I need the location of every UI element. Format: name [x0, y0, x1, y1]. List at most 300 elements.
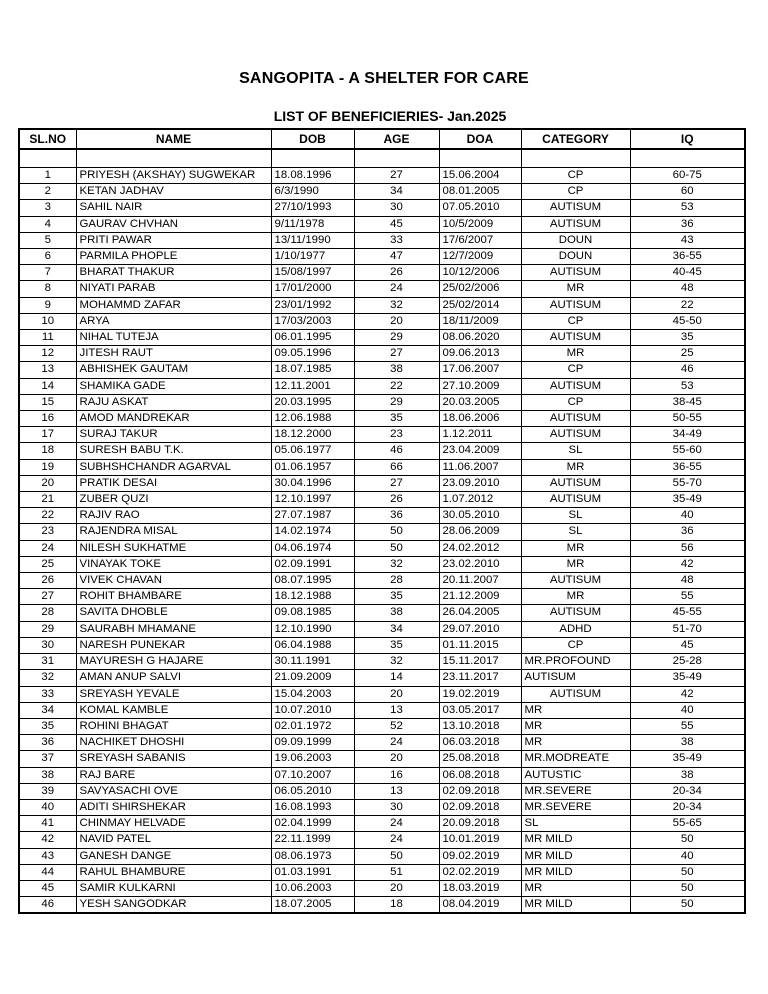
- cell-sl-no: 36: [19, 735, 76, 751]
- cell-age: 34: [354, 621, 439, 637]
- cell-category: SL: [521, 816, 630, 832]
- cell-dob: 04.06.1974: [271, 540, 354, 556]
- cell-doa: 23.09.2010: [439, 475, 521, 491]
- cell-age: 50: [354, 540, 439, 556]
- cell-iq: 34-49: [630, 427, 745, 443]
- cell-name: AMAN ANUP SALVI: [76, 670, 271, 686]
- cell-age: 29: [354, 330, 439, 346]
- cell-category: DOUN: [521, 232, 630, 248]
- cell-iq: 20-34: [630, 799, 745, 815]
- cell-iq: 55-65: [630, 816, 745, 832]
- cell-iq: 36-55: [630, 249, 745, 265]
- cell-name: VINAYAK TOKE: [76, 556, 271, 572]
- cell-iq: 50: [630, 864, 745, 880]
- cell-iq: 48: [630, 573, 745, 589]
- cell-name: ZUBER QUZI: [76, 492, 271, 508]
- cell-category: AUTISUM: [521, 330, 630, 346]
- cell-dob: 6/3/1990: [271, 184, 354, 200]
- column-header-dob: DOB: [271, 129, 354, 149]
- cell-iq: 25-28: [630, 654, 745, 670]
- cell-dob: 18.07.2005: [271, 897, 354, 914]
- cell-doa: 20.03.2005: [439, 394, 521, 410]
- cell-age: 27: [354, 475, 439, 491]
- cell-sl-no: 22: [19, 508, 76, 524]
- table-row: [19, 443, 745, 459]
- cell-dob: 18.08.1996: [271, 168, 354, 184]
- cell-sl-no: 31: [19, 654, 76, 670]
- cell-age: 13: [354, 783, 439, 799]
- cell-category: MR: [521, 589, 630, 605]
- cell-name: YESH SANGODKAR: [76, 897, 271, 914]
- cell-iq: 35-49: [630, 670, 745, 686]
- table-row: [19, 394, 745, 410]
- table-row: [19, 783, 745, 799]
- table-row: [19, 702, 745, 718]
- cell-name: PARMILA PHOPLE: [76, 249, 271, 265]
- cell-sl-no: 19: [19, 459, 76, 475]
- cell-age: 51: [354, 864, 439, 880]
- cell-name: NIYATI PARAB: [76, 281, 271, 297]
- cell-category: MR MILD: [521, 897, 630, 914]
- cell-name: NILESH SUKHATME: [76, 540, 271, 556]
- cell-iq: 42: [630, 686, 745, 702]
- cell-age: 35: [354, 411, 439, 427]
- cell-doa: 29.07.2010: [439, 621, 521, 637]
- cell-doa: 02.09.2018: [439, 783, 521, 799]
- cell-iq: 38-45: [630, 394, 745, 410]
- cell-age: 24: [354, 816, 439, 832]
- table-row: [19, 897, 745, 914]
- table-row: [19, 880, 745, 896]
- table-row: [19, 589, 745, 605]
- cell-doa: 17.06.2007: [439, 362, 521, 378]
- cell-doa: 13.10.2018: [439, 718, 521, 734]
- table-row: [19, 459, 745, 475]
- table-row: [19, 232, 745, 248]
- cell-age: 22: [354, 378, 439, 394]
- cell-dob: 05.06.1977: [271, 443, 354, 459]
- table-row: [19, 281, 745, 297]
- cell-dob: 22.11.1999: [271, 832, 354, 848]
- cell-category: AUTISUM: [521, 297, 630, 313]
- table-row: [19, 605, 745, 621]
- cell-dob: 07.10.2007: [271, 767, 354, 783]
- cell-doa: 02.09.2018: [439, 799, 521, 815]
- table-row: [19, 249, 745, 265]
- cell-category: MR: [521, 702, 630, 718]
- cell-dob: 06.05.2010: [271, 783, 354, 799]
- cell-category: AUTISUM: [521, 427, 630, 443]
- cell-age: 18: [354, 897, 439, 914]
- cell-sl-no: 24: [19, 540, 76, 556]
- cell-dob: 1/10/1977: [271, 249, 354, 265]
- cell-dob: 08.07.1995: [271, 573, 354, 589]
- cell-category: AUTISUM: [521, 475, 630, 491]
- cell-age: 20: [354, 686, 439, 702]
- cell-iq: 36: [630, 216, 745, 232]
- cell-category: MR.MODREATE: [521, 751, 630, 767]
- cell-age: 32: [354, 556, 439, 572]
- cell-category: AUTISUM: [521, 378, 630, 394]
- cell-doa: 15.06.2004: [439, 168, 521, 184]
- cell-dob: 10.06.2003: [271, 880, 354, 896]
- cell-sl-no: 5: [19, 232, 76, 248]
- cell-doa: 25/02/2006: [439, 281, 521, 297]
- cell-age: 66: [354, 459, 439, 475]
- cell-sl-no: 25: [19, 556, 76, 572]
- cell-age: 32: [354, 297, 439, 313]
- cell-iq: 35-49: [630, 492, 745, 508]
- cell-category: CP: [521, 313, 630, 329]
- cell-category: MR.SEVERE: [521, 799, 630, 815]
- cell-category: AUTISUM: [521, 573, 630, 589]
- cell-category: CP: [521, 184, 630, 200]
- cell-category: MR: [521, 735, 630, 751]
- cell-age: 20: [354, 313, 439, 329]
- cell-doa: 01.11.2015: [439, 637, 521, 653]
- cell-doa: 1.12.2011: [439, 427, 521, 443]
- cell-iq: 60-75: [630, 168, 745, 184]
- cell-name: NIHAL TUTEJA: [76, 330, 271, 346]
- cell-name: RAHUL BHAMBURE: [76, 864, 271, 880]
- cell-name: BHARAT THAKUR: [76, 265, 271, 281]
- table-row: [19, 346, 745, 362]
- cell-name: SHAMIKA GADE: [76, 378, 271, 394]
- cell-sl-no: 15: [19, 394, 76, 410]
- cell-iq: 38: [630, 767, 745, 783]
- cell-doa: 15.11.2017: [439, 654, 521, 670]
- cell-name: ROHINI BHAGAT: [76, 718, 271, 734]
- cell-doa: 19.02.2019: [439, 686, 521, 702]
- table-row: [19, 573, 745, 589]
- cell-dob: 27/10/1993: [271, 200, 354, 216]
- cell-age: 30: [354, 200, 439, 216]
- cell-age: 46: [354, 443, 439, 459]
- cell-dob: 30.11.1991: [271, 654, 354, 670]
- table-row: [19, 735, 745, 751]
- table-row: [19, 637, 745, 653]
- cell-age: 13: [354, 702, 439, 718]
- spacer-cell: [76, 149, 271, 168]
- column-header-doa: DOA: [439, 129, 521, 149]
- cell-sl-no: 14: [19, 378, 76, 394]
- cell-sl-no: 45: [19, 880, 76, 896]
- cell-doa: 17/6/2007: [439, 232, 521, 248]
- cell-iq: 43: [630, 232, 745, 248]
- cell-sl-no: 33: [19, 686, 76, 702]
- cell-doa: 25/02/2014: [439, 297, 521, 313]
- table-row: [19, 378, 745, 394]
- cell-sl-no: 12: [19, 346, 76, 362]
- cell-name: NACHIKET DHOSHI: [76, 735, 271, 751]
- cell-dob: 18.07.1985: [271, 362, 354, 378]
- table-row: [19, 799, 745, 815]
- cell-sl-no: 43: [19, 848, 76, 864]
- cell-iq: 60: [630, 184, 745, 200]
- table-row: [19, 427, 745, 443]
- cell-name: PRIYESH (AKSHAY) SUGWEKAR: [76, 168, 271, 184]
- table-header: [19, 129, 745, 149]
- cell-name: SURAJ TAKUR: [76, 427, 271, 443]
- cell-age: 20: [354, 880, 439, 896]
- cell-name: RAJU ASKAT: [76, 394, 271, 410]
- cell-doa: 20.09.2018: [439, 816, 521, 832]
- spacer-cell: [439, 149, 521, 168]
- cell-sl-no: 34: [19, 702, 76, 718]
- cell-iq: 35: [630, 330, 745, 346]
- cell-iq: 40-45: [630, 265, 745, 281]
- cell-age: 32: [354, 654, 439, 670]
- document-title: SANGOPITA - A SHELTER FOR CARE: [239, 70, 529, 87]
- cell-iq: 55-70: [630, 475, 745, 491]
- table-row: [19, 411, 745, 427]
- cell-name: RAJ BARE: [76, 767, 271, 783]
- table-row: [19, 362, 745, 378]
- cell-name: MOHAMMD ZAFAR: [76, 297, 271, 313]
- cell-iq: 56: [630, 540, 745, 556]
- cell-category: AUTISUM: [521, 216, 630, 232]
- cell-age: 52: [354, 718, 439, 734]
- cell-name: MAYURESH G HAJARE: [76, 654, 271, 670]
- cell-name: GAURAV CHVHAN: [76, 216, 271, 232]
- cell-dob: 01.06.1957: [271, 459, 354, 475]
- cell-sl-no: 8: [19, 281, 76, 297]
- cell-iq: 51-70: [630, 621, 745, 637]
- cell-sl-no: 20: [19, 475, 76, 491]
- cell-age: 27: [354, 346, 439, 362]
- cell-dob: 30.04.1996: [271, 475, 354, 491]
- cell-sl-no: 38: [19, 767, 76, 783]
- cell-name: KOMAL KAMBLE: [76, 702, 271, 718]
- document-subtitle: LIST OF BENEFICIERIES- Jan.2025: [273, 108, 507, 124]
- cell-dob: 02.01.1972: [271, 718, 354, 734]
- cell-age: 26: [354, 492, 439, 508]
- cell-category: AUTUSTIC: [521, 767, 630, 783]
- cell-iq: 53: [630, 200, 745, 216]
- cell-name: SUBHSHCHANDR AGARVAL: [76, 459, 271, 475]
- cell-age: 33: [354, 232, 439, 248]
- cell-category: CP: [521, 362, 630, 378]
- cell-category: AUTISUM: [521, 605, 630, 621]
- cell-sl-no: 21: [19, 492, 76, 508]
- cell-dob: 01.03.1991: [271, 864, 354, 880]
- cell-sl-no: 3: [19, 200, 76, 216]
- table-body: [19, 149, 745, 913]
- cell-dob: 9/11/1978: [271, 216, 354, 232]
- cell-name: SAURABH MHAMANE: [76, 621, 271, 637]
- cell-iq: 35-49: [630, 751, 745, 767]
- cell-dob: 19.06.2003: [271, 751, 354, 767]
- cell-age: 16: [354, 767, 439, 783]
- cell-dob: 17/01/2000: [271, 281, 354, 297]
- cell-age: 20: [354, 751, 439, 767]
- cell-age: 30: [354, 799, 439, 815]
- cell-age: 50: [354, 848, 439, 864]
- table-row: [19, 654, 745, 670]
- cell-sl-no: 7: [19, 265, 76, 281]
- cell-sl-no: 13: [19, 362, 76, 378]
- cell-age: 28: [354, 573, 439, 589]
- cell-sl-no: 27: [19, 589, 76, 605]
- cell-dob: 15/08/1997: [271, 265, 354, 281]
- cell-doa: 08.06.2020: [439, 330, 521, 346]
- cell-dob: 12.10.1990: [271, 621, 354, 637]
- cell-name: AMOD MANDREKAR: [76, 411, 271, 427]
- cell-name: SREYASH SABANIS: [76, 751, 271, 767]
- cell-dob: 10.07.2010: [271, 702, 354, 718]
- column-header-iq: IQ: [630, 129, 745, 149]
- cell-name: ARYA: [76, 313, 271, 329]
- cell-category: DOUN: [521, 249, 630, 265]
- cell-doa: 25.08.2018: [439, 751, 521, 767]
- cell-iq: 45-50: [630, 313, 745, 329]
- cell-name: SAVYASACHI OVE: [76, 783, 271, 799]
- cell-category: CP: [521, 394, 630, 410]
- cell-name: SAHIL NAIR: [76, 200, 271, 216]
- spacer-cell: [271, 149, 354, 168]
- cell-age: 23: [354, 427, 439, 443]
- spacer-cell: [354, 149, 439, 168]
- cell-category: MR: [521, 556, 630, 572]
- cell-name: ABHISHEK GAUTAM: [76, 362, 271, 378]
- cell-iq: 50: [630, 897, 745, 914]
- cell-doa: 02.02.2019: [439, 864, 521, 880]
- cell-sl-no: 39: [19, 783, 76, 799]
- cell-age: 24: [354, 281, 439, 297]
- cell-category: AUTISUM: [521, 265, 630, 281]
- table-row: [19, 670, 745, 686]
- cell-iq: 40: [630, 508, 745, 524]
- cell-name: ROHIT BHAMBARE: [76, 589, 271, 605]
- cell-dob: 20.03.1995: [271, 394, 354, 410]
- cell-name: NAVID PATEL: [76, 832, 271, 848]
- cell-iq: 46: [630, 362, 745, 378]
- cell-category: MR MILD: [521, 848, 630, 864]
- cell-age: 50: [354, 524, 439, 540]
- table-row: [19, 767, 745, 783]
- cell-doa: 28.06.2009: [439, 524, 521, 540]
- table-row: [19, 848, 745, 864]
- cell-dob: 02.04.1999: [271, 816, 354, 832]
- cell-category: SL: [521, 508, 630, 524]
- cell-iq: 53: [630, 378, 745, 394]
- cell-dob: 14.02.1974: [271, 524, 354, 540]
- cell-dob: 12.10.1997: [271, 492, 354, 508]
- cell-sl-no: 10: [19, 313, 76, 329]
- cell-age: 29: [354, 394, 439, 410]
- cell-iq: 50: [630, 880, 745, 896]
- cell-sl-no: 9: [19, 297, 76, 313]
- cell-category: ADHD: [521, 621, 630, 637]
- table-row: [19, 621, 745, 637]
- cell-doa: 07.05.2010: [439, 200, 521, 216]
- spacer-cell: [630, 149, 745, 168]
- cell-sl-no: 28: [19, 605, 76, 621]
- cell-category: MR: [521, 346, 630, 362]
- cell-age: 26: [354, 265, 439, 281]
- cell-doa: 18/11/2009: [439, 313, 521, 329]
- cell-category: SL: [521, 443, 630, 459]
- cell-name: SAMIR KULKARNI: [76, 880, 271, 896]
- cell-name: VIVEK CHAVAN: [76, 573, 271, 589]
- cell-name: NARESH PUNEKAR: [76, 637, 271, 653]
- cell-sl-no: 18: [19, 443, 76, 459]
- cell-doa: 09.02.2019: [439, 848, 521, 864]
- spacer-cell: [521, 149, 630, 168]
- cell-name: JITESH RAUT: [76, 346, 271, 362]
- cell-iq: 50-55: [630, 411, 745, 427]
- cell-doa: 1.07.2012: [439, 492, 521, 508]
- cell-category: MR.PROFOUND: [521, 654, 630, 670]
- cell-age: 24: [354, 832, 439, 848]
- cell-dob: 09.09.1999: [271, 735, 354, 751]
- cell-category: MR: [521, 718, 630, 734]
- cell-age: 35: [354, 589, 439, 605]
- table-row: [19, 556, 745, 572]
- cell-dob: 18.12.2000: [271, 427, 354, 443]
- table-row: [19, 492, 745, 508]
- column-header-name: NAME: [76, 129, 271, 149]
- cell-doa: 26.04.2005: [439, 605, 521, 621]
- spacer-cell: [19, 149, 76, 168]
- cell-name: RAJIV RAO: [76, 508, 271, 524]
- table-row: [19, 864, 745, 880]
- cell-dob: 08.06.1973: [271, 848, 354, 864]
- cell-category: CP: [521, 168, 630, 184]
- cell-doa: 21.12.2009: [439, 589, 521, 605]
- cell-name: SAVITA DHOBLE: [76, 605, 271, 621]
- cell-dob: 15.04.2003: [271, 686, 354, 702]
- cell-sl-no: 6: [19, 249, 76, 265]
- table-row: [19, 718, 745, 734]
- cell-category: CP: [521, 637, 630, 653]
- cell-doa: 23.04.2009: [439, 443, 521, 459]
- cell-name: RAJENDRA MISAL: [76, 524, 271, 540]
- cell-category: MR: [521, 459, 630, 475]
- cell-doa: 10/12/2006: [439, 265, 521, 281]
- cell-iq: 38: [630, 735, 745, 751]
- cell-category: AUTISUM: [521, 492, 630, 508]
- column-header-category: CATEGORY: [521, 129, 630, 149]
- cell-doa: 08.01.2005: [439, 184, 521, 200]
- cell-category: MR MILD: [521, 832, 630, 848]
- cell-doa: 30.05.2010: [439, 508, 521, 524]
- cell-dob: 09.08.1985: [271, 605, 354, 621]
- cell-iq: 55: [630, 589, 745, 605]
- cell-sl-no: 40: [19, 799, 76, 815]
- cell-doa: 10.01.2019: [439, 832, 521, 848]
- cell-age: 36: [354, 508, 439, 524]
- cell-age: 45: [354, 216, 439, 232]
- cell-dob: 23/01/1992: [271, 297, 354, 313]
- cell-dob: 09.05.1996: [271, 346, 354, 362]
- table-row: [19, 265, 745, 281]
- cell-dob: 21.09.2009: [271, 670, 354, 686]
- cell-iq: 45-55: [630, 605, 745, 621]
- cell-dob: 06.04.1988: [271, 637, 354, 653]
- cell-dob: 12.11.2001: [271, 378, 354, 394]
- cell-doa: 20.11.2007: [439, 573, 521, 589]
- cell-doa: 23.02.2010: [439, 556, 521, 572]
- cell-doa: 08.04.2019: [439, 897, 521, 914]
- cell-category: MR MILD: [521, 864, 630, 880]
- cell-age: 27: [354, 168, 439, 184]
- cell-category: AUTISUM: [521, 686, 630, 702]
- cell-sl-no: 1: [19, 168, 76, 184]
- cell-sl-no: 11: [19, 330, 76, 346]
- cell-iq: 25: [630, 346, 745, 362]
- table-row: [19, 686, 745, 702]
